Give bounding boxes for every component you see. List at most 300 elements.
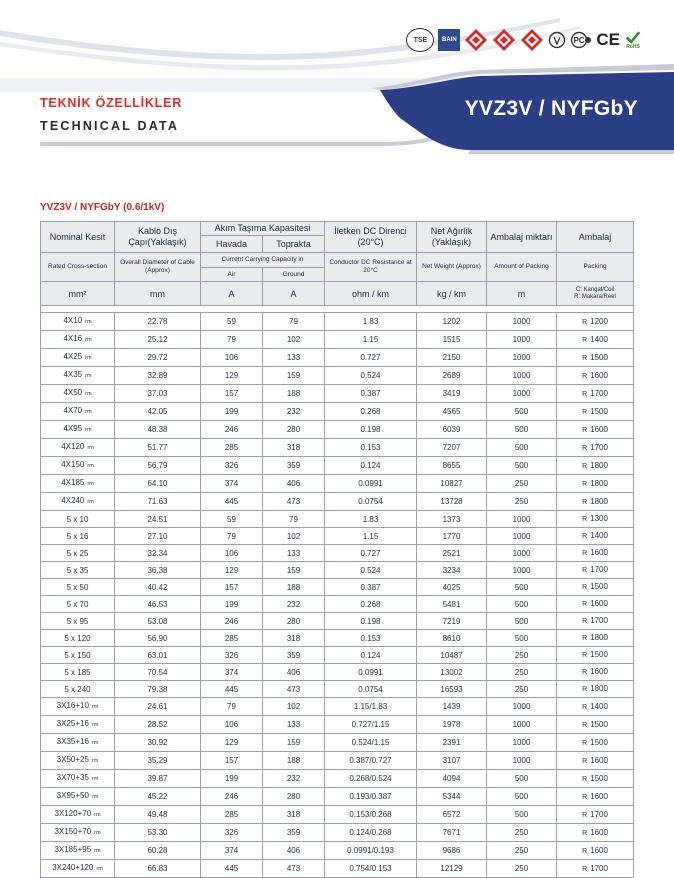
packing-value: 1500 xyxy=(590,406,608,416)
rm-suffix: rm xyxy=(85,337,92,343)
reel-prefix: R xyxy=(582,775,588,783)
header-resistance-en: Conductor DC Resistance at 20°C xyxy=(325,253,417,282)
cell-weight: 5481 xyxy=(417,596,487,613)
cell-pack-amount: 1000 xyxy=(487,349,557,367)
packing-value: 1400 xyxy=(590,701,608,711)
cell-weight: 3419 xyxy=(417,385,487,403)
product-band-edge xyxy=(468,150,674,154)
header-weight-en: Net Weight (Approx) xyxy=(417,253,487,282)
cell-diameter: 35.29 xyxy=(115,752,201,770)
reel-prefix: R xyxy=(582,865,588,873)
cell-capacity-ground: 159 xyxy=(263,562,325,579)
packing-value: 1700 xyxy=(590,863,608,873)
cell-packing xyxy=(557,788,634,806)
rm-suffix: rm xyxy=(91,740,99,746)
cell-capacity-ground: 280 xyxy=(263,788,325,806)
cell-capacity-ground: 406 xyxy=(263,842,325,860)
cell-capacity-ground: 473 xyxy=(263,681,325,698)
cell-packing xyxy=(557,647,634,664)
cell-section xyxy=(41,511,115,528)
header-weight-tr: Net Ağırlık (Yaklaşık) xyxy=(417,222,487,253)
packing-value: 1500 xyxy=(590,773,608,783)
cell-resistance: 0.268 xyxy=(325,403,417,421)
cell-packing xyxy=(557,716,634,734)
packing-value: 1800 xyxy=(590,478,608,488)
cell-packing xyxy=(557,457,634,475)
cell-section xyxy=(41,545,115,562)
table-row xyxy=(41,475,634,493)
reel-prefix: R xyxy=(582,635,588,642)
cell-weight: 1439 xyxy=(417,698,487,716)
cell-capacity-air: 79 xyxy=(201,698,263,716)
cell-resistance: 0.198 xyxy=(325,421,417,439)
cell-capacity-air: 374 xyxy=(201,842,263,860)
page-title-english: TECHNICAL DATA xyxy=(40,119,180,133)
cell-resistance: 0.387 xyxy=(325,579,417,596)
unit-air: A xyxy=(201,282,263,306)
circle-cert-icon xyxy=(548,31,566,49)
cell-capacity-air: 79 xyxy=(201,528,263,545)
cell-section xyxy=(41,439,115,457)
rm-suffix: rm xyxy=(91,704,99,710)
cell-capacity-air: 246 xyxy=(201,421,263,439)
cell-diameter: 37.03 xyxy=(115,385,201,403)
svg-text:PC: PC xyxy=(573,36,585,45)
cell-weight: 2689 xyxy=(417,367,487,385)
section-value: 5 x 35 xyxy=(66,565,89,575)
cell-diameter: 32.34 xyxy=(115,545,201,562)
table-row xyxy=(41,403,634,421)
rm-suffix: rm xyxy=(87,499,94,505)
reel-prefix: R xyxy=(582,847,588,855)
cell-packing xyxy=(557,596,634,613)
cell-resistance: 1.15 xyxy=(325,528,417,545)
cell-resistance: 0.268 xyxy=(325,596,417,613)
cell-section xyxy=(41,613,115,630)
cell-capacity-ground: 232 xyxy=(263,403,325,421)
packing-value: 1600 xyxy=(590,755,608,765)
cell-pack-amount: 500 xyxy=(487,457,557,475)
header-air-en: Air xyxy=(201,268,263,282)
packing-value: 1600 xyxy=(590,424,608,434)
rohs-check-icon: RoHS xyxy=(624,29,642,51)
table-body xyxy=(41,313,634,878)
cell-capacity-ground: 359 xyxy=(263,457,325,475)
cell-resistance: 1.15 xyxy=(325,331,417,349)
cell-weight: 9686 xyxy=(417,842,487,860)
cell-weight: 10827 xyxy=(417,475,487,493)
cell-packing xyxy=(557,421,634,439)
header-section-en: Rated Cross-section xyxy=(41,253,115,282)
cell-section xyxy=(41,842,115,860)
header-capacity-tr: Akım Taşıma Kapasitesi xyxy=(201,222,325,236)
section-value: 4X150 xyxy=(61,460,85,469)
section-value: 4X185 xyxy=(61,478,85,487)
cell-section xyxy=(41,421,115,439)
reel-prefix: R xyxy=(582,336,588,344)
cell-capacity-ground: 359 xyxy=(263,647,325,664)
table-row xyxy=(41,511,634,528)
table-row xyxy=(41,421,634,439)
section-value: 5 x 185 xyxy=(64,667,91,677)
rm-suffix: rm xyxy=(85,391,92,397)
cell-diameter: 79.38 xyxy=(115,681,201,698)
header-banner xyxy=(0,0,674,160)
cell-packing xyxy=(557,313,634,331)
cell-capacity-ground: 359 xyxy=(263,824,325,842)
cell-weight: 13002 xyxy=(417,664,487,681)
cell-section xyxy=(41,770,115,788)
cell-packing xyxy=(557,528,634,545)
cell-section xyxy=(41,579,115,596)
cell-diameter: 30.92 xyxy=(115,734,201,752)
table-row xyxy=(41,367,634,385)
cell-capacity-ground: 280 xyxy=(263,421,325,439)
cell-capacity-air: 59 xyxy=(201,313,263,331)
cell-diameter: 42.05 xyxy=(115,403,201,421)
cell-section xyxy=(41,681,115,698)
unit-diameter: mm xyxy=(115,282,201,306)
cell-capacity-air: 285 xyxy=(201,806,263,824)
cell-capacity-air: 129 xyxy=(201,367,263,385)
cell-section xyxy=(41,806,115,824)
section-value: 4X120 xyxy=(61,442,85,451)
header-diameter-en: Overall Diameter of Cable (Approx) xyxy=(115,253,201,282)
cell-packing xyxy=(557,439,634,457)
packing-value: 1300 xyxy=(590,514,608,523)
cell-section xyxy=(41,385,115,403)
cell-capacity-ground: 102 xyxy=(263,528,325,545)
cell-capacity-air: 157 xyxy=(201,385,263,403)
cell-diameter: 25.12 xyxy=(115,331,201,349)
cell-pack-amount: 500 xyxy=(487,770,557,788)
cell-packing xyxy=(557,403,634,421)
cell-weight: 7671 xyxy=(417,824,487,842)
cell-pack-amount: 250 xyxy=(487,493,557,511)
packing-value: 1800 xyxy=(590,496,608,506)
section-value: 5 x 16 xyxy=(66,531,89,541)
cell-section xyxy=(41,331,115,349)
cell-capacity-air: 59 xyxy=(201,511,263,528)
cell-resistance: 0.524 xyxy=(325,562,417,579)
packing-value: 1700 xyxy=(590,442,608,452)
reel-prefix: R xyxy=(582,408,588,416)
cell-resistance: 0.124/0.268 xyxy=(325,824,417,842)
cell-weight: 7219 xyxy=(417,613,487,630)
cell-capacity-ground: 318 xyxy=(263,439,325,457)
cell-weight: 4565 xyxy=(417,403,487,421)
cell-capacity-air: 157 xyxy=(201,579,263,596)
cell-diameter: 48.38 xyxy=(115,421,201,439)
cell-packing xyxy=(557,860,634,878)
cell-packing xyxy=(557,349,634,367)
cell-resistance: 1.83 xyxy=(325,511,417,528)
cell-capacity-ground: 406 xyxy=(263,475,325,493)
cell-packing xyxy=(557,545,634,562)
tse-icon: TSE xyxy=(406,28,434,52)
table-row xyxy=(41,681,634,698)
ce-mark-icon: CE xyxy=(596,30,620,49)
packing-value: 1400 xyxy=(590,531,608,540)
cell-weight: 1515 xyxy=(417,331,487,349)
reel-prefix: R xyxy=(582,480,588,488)
table-row xyxy=(41,664,634,681)
cell-packing xyxy=(557,842,634,860)
cell-diameter: 24.51 xyxy=(115,511,201,528)
cell-weight: 2150 xyxy=(417,349,487,367)
table-row xyxy=(41,752,634,770)
cell-weight: 4094 xyxy=(417,770,487,788)
reel-prefix: R xyxy=(582,372,588,380)
section-value: 5 x 120 xyxy=(64,633,91,643)
reel-prefix: R xyxy=(582,444,588,452)
cell-section xyxy=(41,647,115,664)
cell-capacity-ground: 79 xyxy=(263,511,325,528)
cell-packing xyxy=(557,562,634,579)
header-gap xyxy=(41,306,634,313)
cell-packing xyxy=(557,681,634,698)
cell-resistance: 0.198 xyxy=(325,613,417,630)
cell-pack-amount: 1000 xyxy=(487,562,557,579)
cell-resistance: 1.83 xyxy=(325,313,417,331)
red-diamond-cert-icon xyxy=(520,28,544,52)
cell-capacity-air: 199 xyxy=(201,770,263,788)
packing-value: 1400 xyxy=(590,334,608,344)
cell-weight: 1770 xyxy=(417,528,487,545)
cell-packing xyxy=(557,367,634,385)
table-row xyxy=(41,613,634,630)
cell-capacity-air: 246 xyxy=(201,788,263,806)
cell-resistance: 0.0991 xyxy=(325,664,417,681)
reel-prefix: R xyxy=(582,550,588,557)
circle-cert-icon xyxy=(570,31,592,49)
cell-section xyxy=(41,664,115,681)
rm-suffix: rm xyxy=(85,373,92,379)
cell-resistance: 0.754/0.153 xyxy=(325,860,417,878)
unit-pack-amount: m xyxy=(487,282,557,306)
cell-weight: 16593 xyxy=(417,681,487,698)
cell-capacity-ground: 133 xyxy=(263,716,325,734)
cell-resistance: 0.193/0.387 xyxy=(325,788,417,806)
reel-prefix: R xyxy=(582,318,588,326)
cell-resistance: 0.124 xyxy=(325,647,417,664)
table-row xyxy=(41,630,634,647)
reel-prefix: R xyxy=(582,516,588,523)
header-ground-tr: Toprakta xyxy=(263,236,325,253)
cell-weight: 13728 xyxy=(417,493,487,511)
table-row xyxy=(41,770,634,788)
cell-capacity-air: 79 xyxy=(201,331,263,349)
cell-resistance: 0.0991 xyxy=(325,475,417,493)
cell-packing xyxy=(557,331,634,349)
cell-capacity-ground: 232 xyxy=(263,596,325,613)
section-value: 3X150+70 xyxy=(54,827,92,836)
section-value: 5 x 240 xyxy=(64,684,91,694)
table-row xyxy=(41,331,634,349)
cell-diameter: 71.63 xyxy=(115,493,201,511)
cell-pack-amount: 250 xyxy=(487,664,557,681)
cell-section xyxy=(41,493,115,511)
section-value: 5 x 25 xyxy=(66,548,89,558)
cell-packing xyxy=(557,752,634,770)
cell-capacity-ground: 188 xyxy=(263,752,325,770)
cell-pack-amount: 1000 xyxy=(487,528,557,545)
cell-pack-amount: 500 xyxy=(487,596,557,613)
cell-pack-amount: 1000 xyxy=(487,716,557,734)
section-value: 3X25+16 xyxy=(56,719,89,728)
cell-pack-amount: 250 xyxy=(487,860,557,878)
cell-capacity-ground: 188 xyxy=(263,579,325,596)
cell-pack-amount: 1000 xyxy=(487,752,557,770)
cell-capacity-ground: 79 xyxy=(263,313,325,331)
cell-pack-amount: 500 xyxy=(487,421,557,439)
cell-pack-amount: 500 xyxy=(487,613,557,630)
packing-value: 1800 xyxy=(590,633,608,642)
cell-section xyxy=(41,367,115,385)
red-diamond-cert-icon xyxy=(492,28,516,52)
reel-prefix: R xyxy=(582,426,588,434)
packing-value: 1500 xyxy=(590,352,608,362)
cell-packing xyxy=(557,385,634,403)
rm-suffix: rm xyxy=(91,722,99,728)
packing-value: 1700 xyxy=(590,388,608,398)
table-row xyxy=(41,806,634,824)
section-value: 3X240+120 xyxy=(52,863,94,872)
header-diameter-tr: Kablo Dış Çapı(Yaklaşık) xyxy=(115,222,201,253)
cell-capacity-ground: 280 xyxy=(263,613,325,630)
cell-packing xyxy=(557,613,634,630)
certification-logos xyxy=(406,28,642,52)
cell-section xyxy=(41,349,115,367)
unit-packing-reel: R: Makara/Reel xyxy=(574,293,616,300)
cell-weight: 2391 xyxy=(417,734,487,752)
section-value: 4X70 xyxy=(63,406,83,415)
rm-suffix: rm xyxy=(91,794,99,800)
packing-value: 1500 xyxy=(590,737,608,747)
cell-capacity-ground: 102 xyxy=(263,331,325,349)
header-resistance-tr: İletken DC Direnci (20°C) xyxy=(325,222,417,253)
cell-section xyxy=(41,860,115,878)
cell-weight: 1373 xyxy=(417,511,487,528)
cell-capacity-air: 199 xyxy=(201,403,263,421)
reel-prefix: R xyxy=(582,390,588,398)
header-capacity-en: Current Carrying Capacity in xyxy=(201,253,325,268)
section-value: 3X70+35 xyxy=(56,773,89,782)
section-value: 5 x 70 xyxy=(66,599,89,609)
table-row xyxy=(41,545,634,562)
cell-capacity-air: 326 xyxy=(201,457,263,475)
cell-resistance: 0.268/0.524 xyxy=(325,770,417,788)
cell-diameter: 70.54 xyxy=(115,664,201,681)
packing-value: 1600 xyxy=(590,827,608,837)
cell-capacity-ground: 473 xyxy=(263,493,325,511)
header-air-tr: Havada xyxy=(201,236,263,253)
cell-capacity-air: 285 xyxy=(201,630,263,647)
cell-resistance: 0.0754 xyxy=(325,681,417,698)
cell-section xyxy=(41,475,115,493)
cell-capacity-ground: 159 xyxy=(263,734,325,752)
packing-value: 1600 xyxy=(590,667,608,676)
packing-value: 1500 xyxy=(590,650,608,659)
cell-capacity-ground: 318 xyxy=(263,630,325,647)
cell-resistance: 0.153 xyxy=(325,630,417,647)
cell-weight: 6039 xyxy=(417,421,487,439)
cell-diameter: 39.87 xyxy=(115,770,201,788)
section-value: 4X25 xyxy=(63,352,83,361)
cell-packing xyxy=(557,664,634,681)
packing-value: 1600 xyxy=(590,791,608,801)
section-value: 5 x 50 xyxy=(66,582,89,592)
rm-suffix: rm xyxy=(91,776,99,782)
cell-pack-amount: 1000 xyxy=(487,511,557,528)
packing-value: 1700 xyxy=(590,565,608,574)
cell-section xyxy=(41,752,115,770)
table-row xyxy=(41,439,634,457)
cell-capacity-ground: 188 xyxy=(263,385,325,403)
table-row xyxy=(41,596,634,613)
cell-resistance: 0.524/1.15 xyxy=(325,734,417,752)
reel-prefix: R xyxy=(582,462,588,470)
cell-resistance: 0.387/0.727 xyxy=(325,752,417,770)
cell-pack-amount: 1000 xyxy=(487,545,557,562)
reel-prefix: R xyxy=(582,703,588,711)
table-row xyxy=(41,824,634,842)
cell-diameter: 63.01 xyxy=(115,647,201,664)
cell-diameter: 51.77 xyxy=(115,439,201,457)
header-packing-en: Packing xyxy=(557,253,634,282)
cell-pack-amount: 500 xyxy=(487,788,557,806)
blue-cert-icon: BAIN xyxy=(438,29,460,51)
rm-suffix: rm xyxy=(96,866,103,872)
reel-prefix: R xyxy=(582,567,588,574)
cell-capacity-air: 285 xyxy=(201,439,263,457)
cell-weight: 7207 xyxy=(417,439,487,457)
reel-prefix: R xyxy=(582,652,588,659)
section-value: 5 x 95 xyxy=(66,616,89,626)
cell-packing xyxy=(557,698,634,716)
cell-weight: 1202 xyxy=(417,313,487,331)
unit-section: mm² xyxy=(41,282,115,306)
reel-prefix: R xyxy=(582,498,588,506)
cell-weight: 3234 xyxy=(417,562,487,579)
section-value: 4X95 xyxy=(63,424,83,433)
cell-diameter: 29.72 xyxy=(115,349,201,367)
cell-capacity-air: 374 xyxy=(201,475,263,493)
table-row xyxy=(41,349,634,367)
rm-suffix: rm xyxy=(85,427,92,433)
cell-pack-amount: 250 xyxy=(487,842,557,860)
table-row xyxy=(41,647,634,664)
table-row xyxy=(41,528,634,545)
cell-capacity-air: 106 xyxy=(201,545,263,562)
cell-capacity-air: 326 xyxy=(201,824,263,842)
cell-diameter: 56.90 xyxy=(115,630,201,647)
table-row xyxy=(41,788,634,806)
cell-weight: 3107 xyxy=(417,752,487,770)
section-value: 5 x 10 xyxy=(66,514,89,524)
packing-value: 1200 xyxy=(590,316,608,326)
reel-prefix: R xyxy=(582,811,588,819)
cell-pack-amount: 1000 xyxy=(487,734,557,752)
cell-capacity-air: 445 xyxy=(201,860,263,878)
page-title-turkish: TEKNİK ÖZELLİKLER xyxy=(40,96,183,110)
reel-prefix: R xyxy=(582,757,588,765)
rm-suffix: rm xyxy=(85,409,92,415)
cell-section xyxy=(41,630,115,647)
cell-diameter: 32.89 xyxy=(115,367,201,385)
table-header xyxy=(41,222,634,313)
reel-prefix: R xyxy=(582,793,588,801)
